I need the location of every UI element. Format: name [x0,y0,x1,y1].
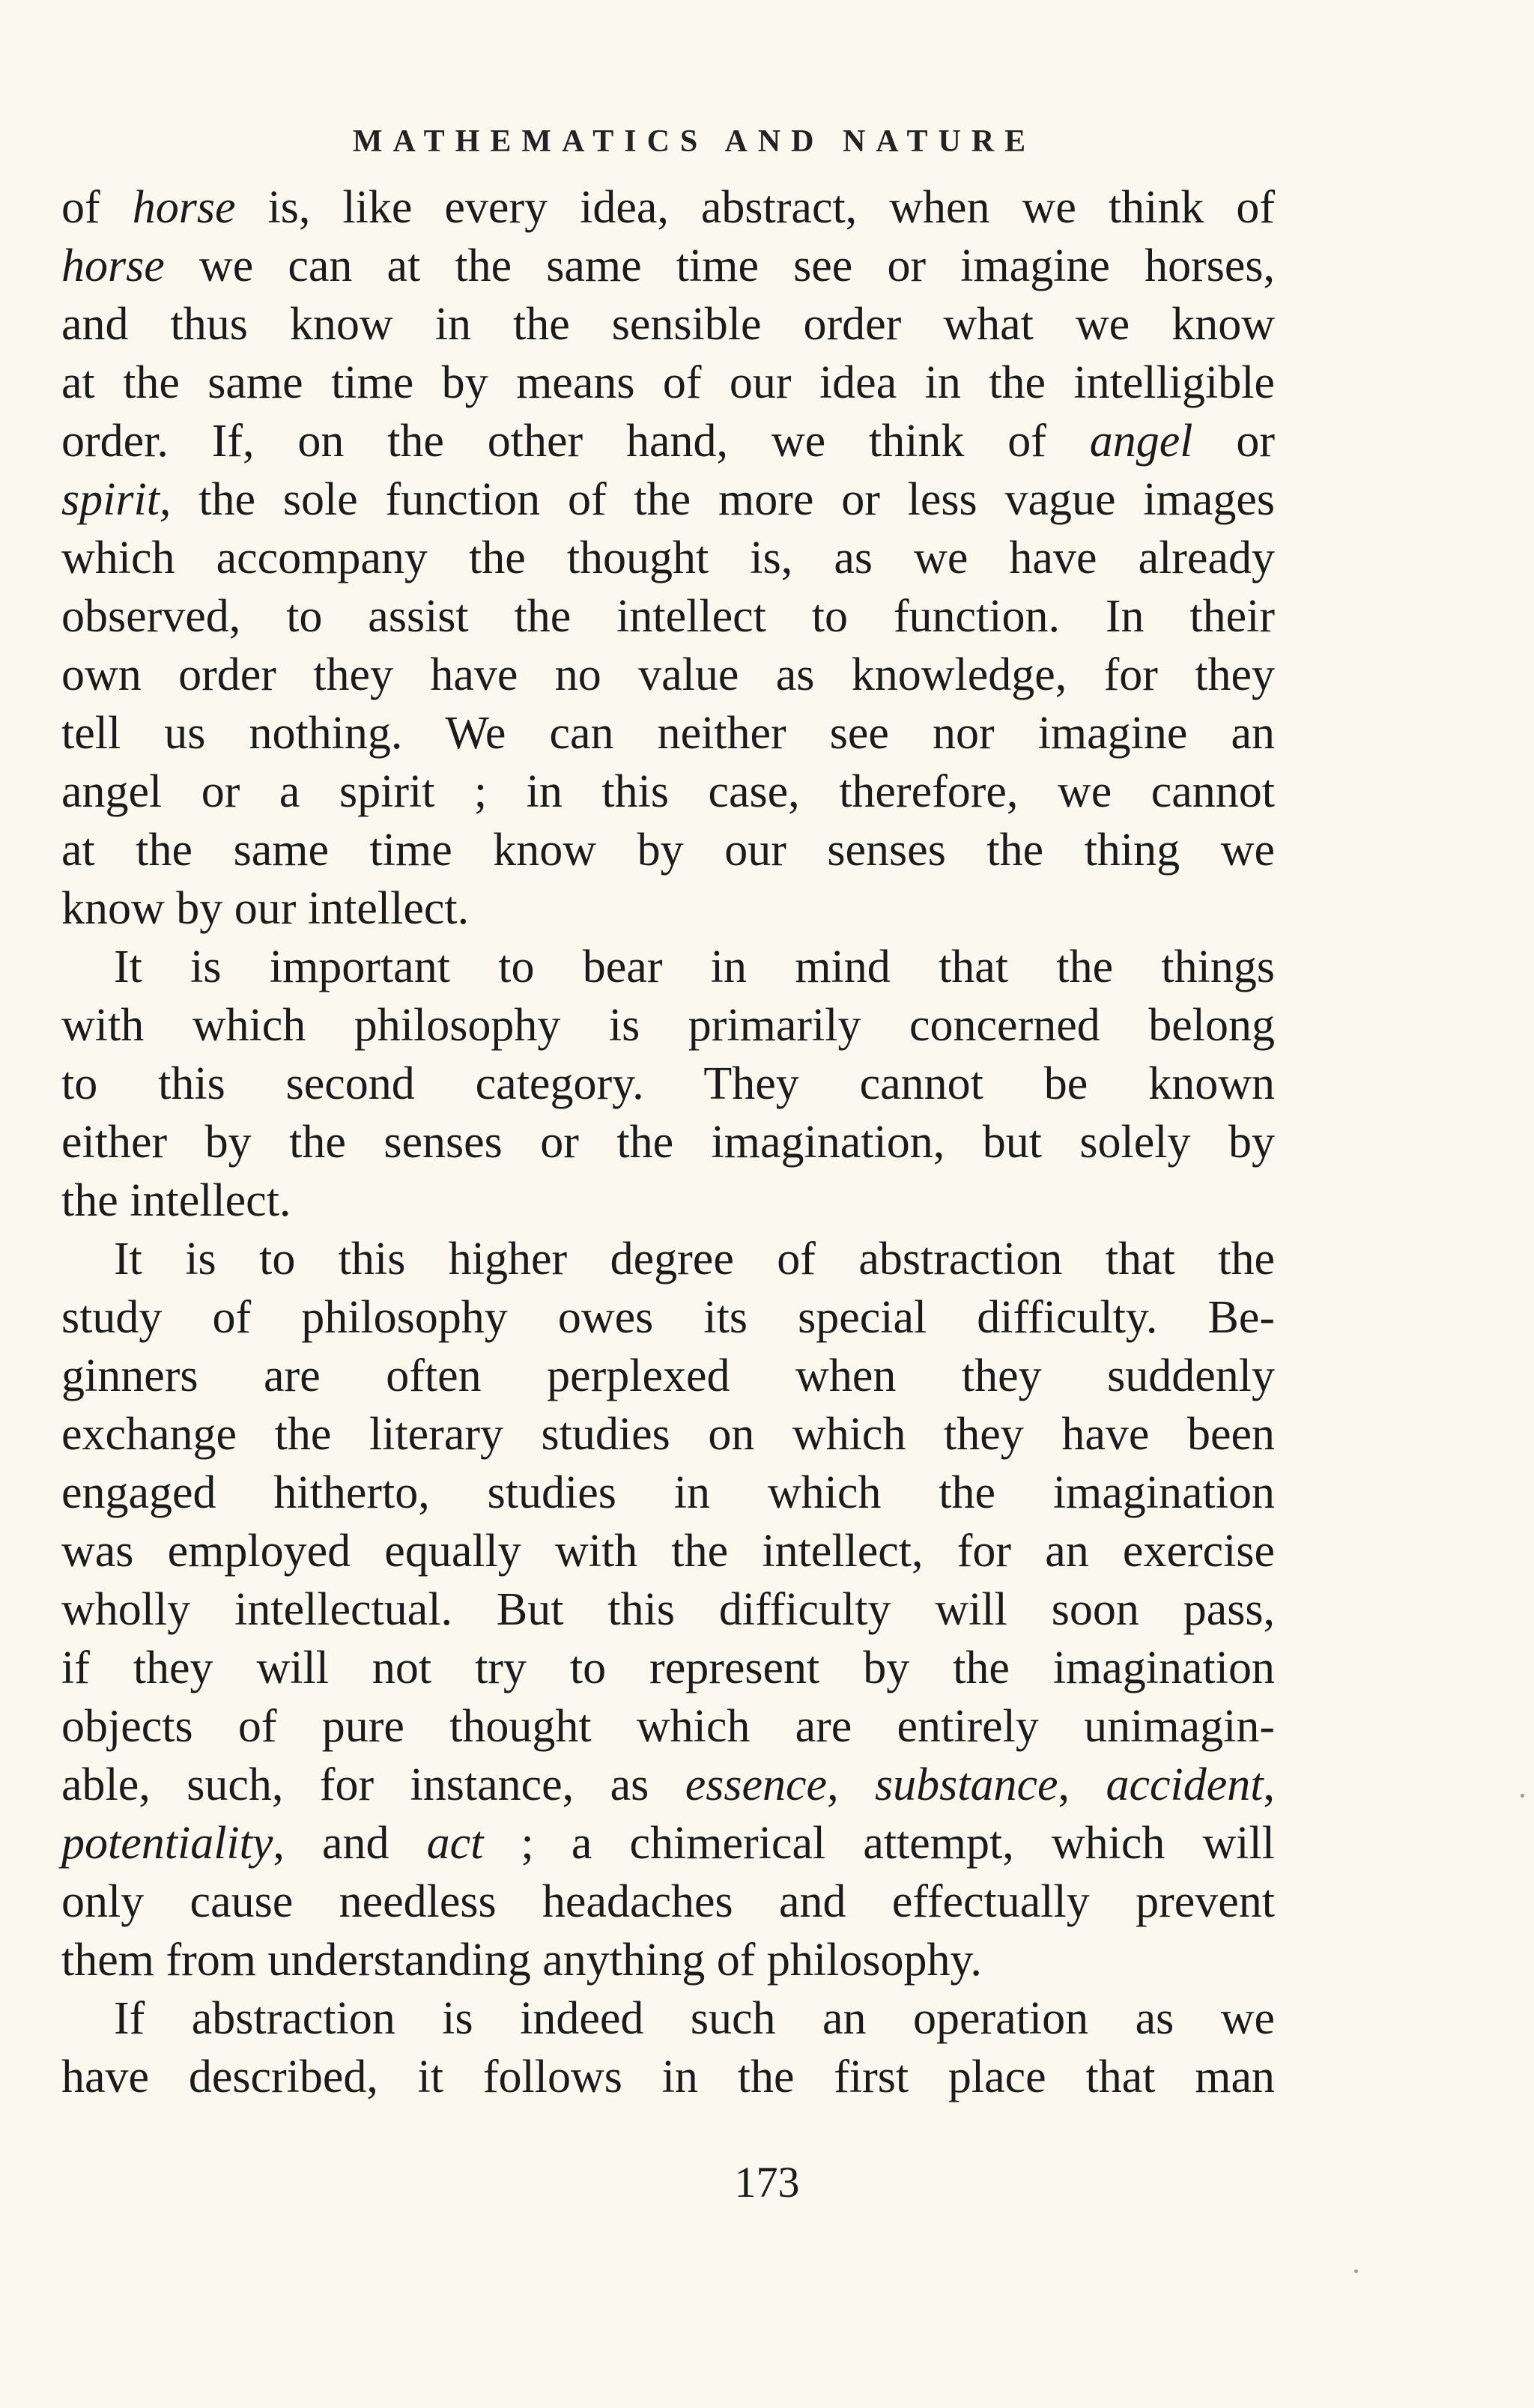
paper-speck [1521,1794,1524,1798]
italic-term: horse [61,240,165,291]
text-run: was employed equally with the intellect, for an exercise [61,1526,1275,1577]
text-run: exchange the literary studies on which they have been [61,1409,1275,1460]
italic-term: angel [1089,416,1193,467]
page-number: 173 [734,2158,800,2207]
text-line [61,1931,1275,1989]
text-run: and thus know in the sensible order what we know [61,299,1275,350]
text-line [61,1405,1275,1464]
text-run: the sole function of the more or less vague images [171,474,1275,525]
text-run: have described, it follows in the first place that man [61,2051,1275,2102]
text-line [61,646,1275,704]
text-run: own order they have no value as knowledge, for they [61,649,1275,700]
text-run: order. If, on the other hand, we think of [61,416,1090,467]
text-line [61,1113,1275,1171]
text-run: able, such, for instance, as [61,1759,685,1810]
text-line [61,470,1275,529]
italic-term: horse [132,182,236,233]
text-run: , [1058,1759,1106,1810]
text-run: at the same time know by our senses the thing we [61,825,1275,876]
paragraph [61,1989,1275,2106]
text-line [61,412,1275,470]
text-run: , [1263,1759,1276,1810]
text-run: we can at the same time see or imagine horses, [164,240,1275,291]
text-run: if they will not try to represent by the imagination [61,1643,1275,1693]
text-run: them from understanding anything of philosophy. [61,1935,982,1986]
italic-term: act [426,1818,484,1869]
text-line [61,587,1275,646]
text-line [61,1230,1275,1288]
text-run: at the same time by means of our idea in the intelligible [61,357,1275,408]
text-run: the intellect. [61,1175,291,1226]
text-line [61,1639,1275,1697]
text-run: wholly intellectual. But this difficulty will soon pass, [61,1584,1275,1635]
text-run: know by our intellect. [61,883,470,934]
text-run: objects of pure thought which are entirely unimagin- [61,1701,1275,1752]
text-run: It is to this higher degree of abstraction that the [114,1234,1275,1285]
text-run: only cause needless headaches and effectually prevent [61,1876,1275,1927]
italic-term: accident [1106,1759,1264,1810]
text-line [61,762,1275,821]
running-head: MATHEMATICS AND NATURE [352,124,1037,159]
text-line [61,704,1275,762]
text-run: to this second category. They cannot be known [61,1058,1275,1109]
paragraph [61,178,1275,938]
text-line [61,529,1275,587]
text-run: which accompany the thought is, as we have already [61,533,1275,583]
italic-term: spirit, [61,474,172,525]
text-run: with which philosophy is primarily concerned belong [61,1000,1275,1051]
text-run: study of philosophy owes its special difficulty. Be- [61,1292,1275,1343]
text-line [61,295,1275,354]
paper-speck [1354,2269,1358,2273]
text-run: either by the senses or the imagination, but solely by [61,1117,1275,1168]
text-run: It is important to bear in mind that the things [114,941,1275,992]
text-line [61,821,1275,879]
text-line [61,1814,1275,1872]
text-line [61,1872,1275,1931]
text-run: of [61,182,133,233]
text-run: If abstraction is indeed such an operation as we [114,1993,1275,2044]
text-line [61,1055,1275,1113]
text-run: tell us nothing. We can neither see nor imagine an [61,708,1275,759]
text-run: ; a chimerical attempt, which will [483,1818,1275,1869]
text-line [61,237,1275,295]
paragraph [61,938,1275,1230]
italic-term: substance [875,1759,1058,1810]
text-run: angel or a spirit ; in this case, therefore, we cannot [61,766,1275,817]
text-run: is, like every idea, abstract, when we think of [235,182,1275,233]
text-line [61,1522,1275,1580]
text-run: engaged hitherto, studies in which the imagination [61,1467,1275,1518]
body-text [61,178,1275,2106]
text-run: , and [273,1818,427,1869]
book-page [61,120,1275,2106]
text-line [61,1580,1275,1639]
text-line [61,1756,1275,1814]
text-line [61,938,1275,996]
text-run: ginners are often perplexed when they suddenly [61,1350,1275,1401]
text-line [61,879,1275,938]
text-line [61,1697,1275,1756]
text-line [61,2048,1275,2106]
text-line [61,178,1275,237]
text-line [61,1288,1275,1347]
text-run: observed, to assist the intellect to function. In their [61,591,1275,642]
text-line [61,354,1275,412]
italic-term: potentiality [61,1818,273,1869]
text-line [61,996,1275,1055]
paragraph [61,1230,1275,1989]
text-run: or [1192,416,1275,467]
text-line [61,1347,1275,1405]
italic-term: essence [685,1759,828,1810]
text-line [61,1989,1275,2048]
text-run: , [827,1759,876,1810]
text-line [61,1171,1275,1230]
text-line [61,1464,1275,1522]
